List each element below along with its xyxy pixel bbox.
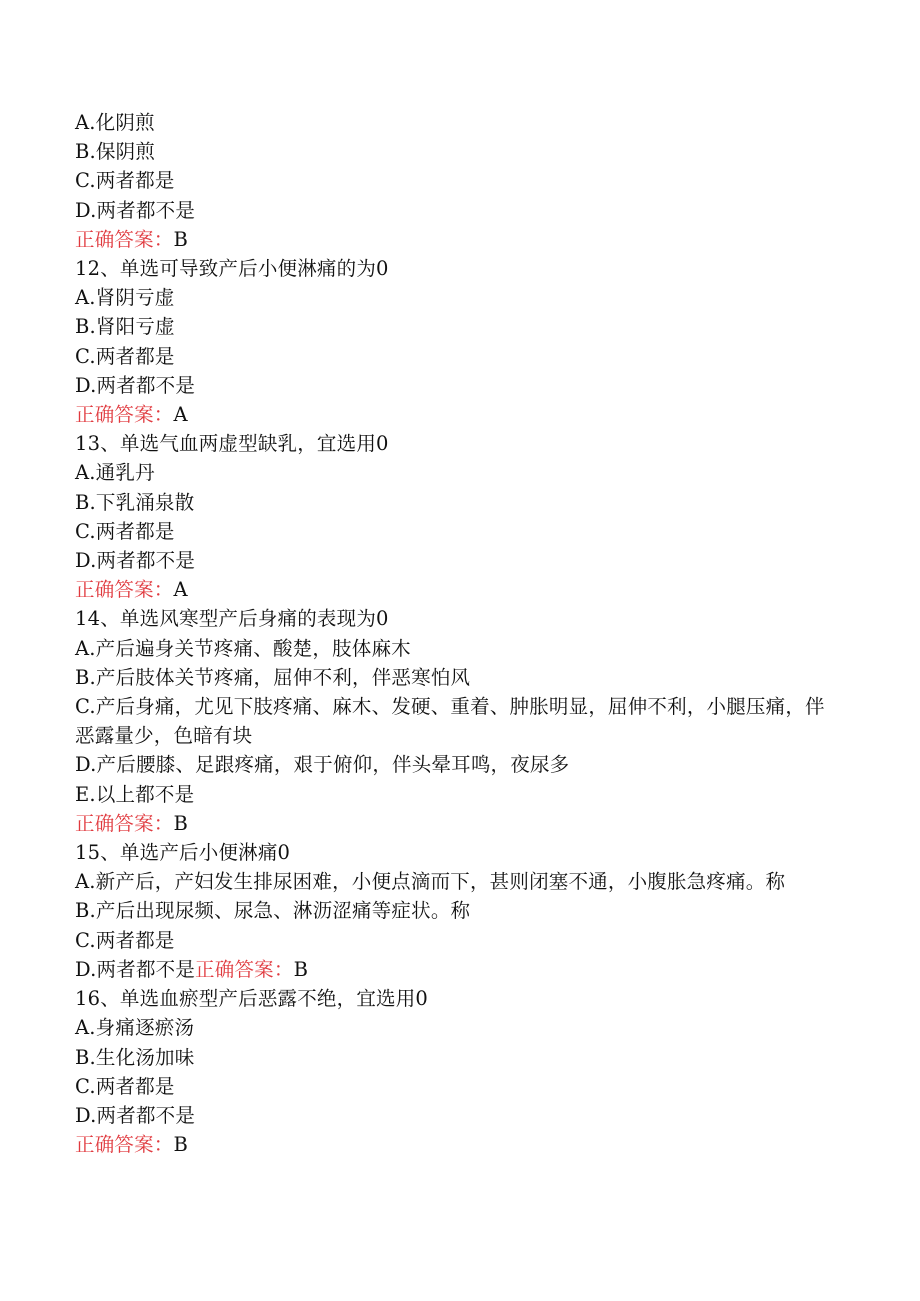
question-block [75,604,835,838]
option-d-with-answer [75,955,835,984]
answer-value: A [173,578,188,602]
answer-line [75,400,835,429]
question-block [75,429,835,604]
option-c: C.两者都是 [75,169,175,193]
option-a: A.身痛逐瘀汤 [75,1016,195,1040]
question-text: 13、单选气血两虚型缺乳，宜选用0 [75,432,389,456]
question-text: 14、单选风寒型产后身痛的表现为0 [75,607,389,631]
answer-label: 正确答案： [75,403,174,427]
question-block [75,254,835,429]
option-c: C.两者都是 [75,519,175,543]
option-d: D.两者都不是 [75,373,196,397]
option-b: B.肾阳亏虚 [75,315,175,339]
answer-label: 正确答案： [75,1133,174,1157]
option-d: D.两者都不是 [75,549,196,573]
option-a: A.通乳丹 [75,461,155,485]
question-block [75,108,835,254]
question-text: 16、单选血瘀型产后恶露不绝，宜选用0 [75,987,429,1011]
option-c: C.两者都是 [75,344,175,368]
option-c: C.产后身痛，尤见下肢疼痛、麻木、发硬、重着、肿胀明显，屈伸不利，小腿压痛，伴恶露量少，色暗有块 [75,695,825,748]
option-e: E.以上都不是 [75,782,195,806]
answer-line [75,225,835,254]
option-b: B.生化汤加味 [75,1045,195,1069]
answer-label: 正确答案： [75,811,174,835]
answer-label: 正确答案： [75,578,174,602]
question-text: 12、单选可导致产后小便淋痛的为0 [75,257,389,281]
answer-value: B [173,811,189,835]
option-b: B.产后肢体关节疼痛，屈伸不利，伴恶寒怕风 [75,665,471,689]
answer-value: B [293,957,309,981]
option-a: A.肾阴亏虚 [75,286,175,310]
question-block [75,838,835,984]
question-block [75,984,835,1159]
answer-value: A [173,403,188,427]
answer-line [75,1130,835,1159]
answer-value: B [173,1133,189,1157]
option-b: B.保阴煎 [75,140,156,164]
option-b: B.下乳涌泉散 [75,490,195,514]
option-d: D.两者都不是 [75,1103,196,1127]
answer-line [75,575,835,604]
answer-value: B [173,227,189,251]
question-text: 15、单选产后小便淋痛0 [75,841,291,865]
answer-label: 正确答案： [75,227,174,251]
option-a: A.新产后，产妇发生排尿困难，小便点滴而下，甚则闭塞不通，小腹胀急疼痛。称 [75,870,786,894]
document-page [75,108,835,1159]
option-c: C.两者都是 [75,928,175,952]
option-d: D.产后腰膝、足跟疼痛，艰于俯仰，伴头晕耳鸣，夜尿多 [75,753,570,777]
option-a: A.化阴煎 [75,111,155,134]
option-a: A.产后遍身关节疼痛、酸楚，肢体麻木 [75,636,411,660]
option-c: C.两者都是 [75,1074,175,1098]
option-b: B.产后出现尿频、尿急、淋沥涩痛等症状。称 [75,899,471,923]
option-d: D.两者都不是 [75,957,196,981]
option-d: D.两者都不是 [75,198,196,222]
answer-label: 正确答案： [195,957,294,981]
answer-line [75,809,835,838]
